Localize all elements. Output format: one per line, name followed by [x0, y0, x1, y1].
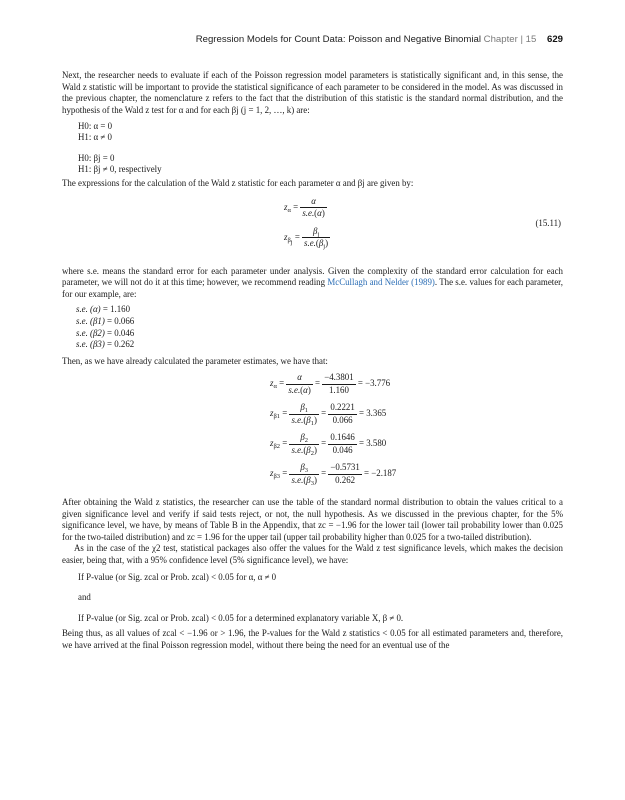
se-row-beta3	[76, 339, 563, 351]
wald-calculations	[62, 370, 563, 492]
se-label: s.e. (α)	[76, 304, 101, 315]
equation-15-11	[62, 194, 563, 260]
hypothesis-h1-alpha: H1: α ≠ 0	[78, 132, 112, 143]
hypothesis-h0-alpha: H0: α = 0	[78, 121, 113, 132]
paragraph-expressions: The expressions for the calculation of the Wald z statistic for each parameter α and βj are given by:	[62, 178, 414, 189]
header-chapter: Chapter | 15	[483, 34, 537, 45]
se-values-list	[76, 304, 563, 350]
se-label: s.e. (β3)	[76, 339, 105, 350]
se-row-beta2	[76, 328, 563, 340]
decision-and: and	[78, 592, 91, 603]
paragraph-wald-intro: Next, the researcher needs to evaluate if each of the Poisson regression model parameters is statistically significant and, in this sense, the Wald z statistic will be important to provide the statistical significance of each parameter to be considered in the model. As was discussed in the previous chapter, the nomenclature z refers to the fact that the distribution of this statistic is the standard normal distribution, and the hypothesis of the Wald z test for α and for each βj (j = 1, 2, …, k) are:	[62, 70, 563, 115]
calc-den: 1.160	[322, 384, 355, 397]
calc-sub: β1	[273, 413, 281, 421]
eq-z-beta: $z_{\beta_j}$ = $\frac{\beta_j}{s.e.(\beta_j)}$	[284, 225, 329, 251]
calc-num: −4.3801	[324, 372, 354, 383]
se-value: = 0.066	[107, 315, 135, 326]
se-value: = 0.262	[107, 339, 135, 350]
paragraph-conclusion: Being thus, as all values of zcal < −1.96 or > 1.96, the P-values for the Wald z statistics < 0.05 for all estimated parameters and, therefore, we have arrived at the final Poisson regression model, without there being the need for an eventual use of the	[62, 628, 563, 650]
calc-num: 0.1646	[330, 432, 355, 443]
hypothesis-beta	[78, 153, 563, 175]
calc-num: −0.5731	[330, 462, 360, 473]
paragraph-critical-values: After obtaining the Wald z statistics, the researcher can use the table of the standard normal distribution to obtain the values critical to a given significance level and verify if said tests reject, or not, the null hypothesis. As we discussed in the previous chapter, for the 5% significance level, we have, by means of Table B in the Appendix, that zc = −1.96 for the lower tail (lower tail probability lower than 0.025 for the two-tailed distribution) and zc = 1.96 for the upper tail (upper tail probability higher than 0.025 for a two-tailed distribution).	[62, 497, 563, 542]
calc-row-beta1: $z_{\beta 1}$ = $\frac{\beta_1}{s.e.(\beta_1)}$ = $\frac{0.2221}{0.066}$ = 3.365	[270, 402, 387, 427]
se-label: s.e. (β2)	[76, 327, 105, 338]
hypothesis-h1-beta: H1: βj ≠ 0, respectively	[78, 164, 162, 175]
eq-z-alpha: $z_\alpha$ = $\frac{\alpha}{s.e.(\alpha)}$	[284, 195, 325, 219]
header-title: Regression Models for Count Data: Poisson and Negative Binomial	[195, 34, 481, 45]
calc-sub: α	[273, 383, 277, 391]
calc-num: 0.2221	[330, 402, 355, 413]
calc-row-beta2: $z_{\beta 2}$ = $\frac{\beta_2}{s.e.(\beta_2)}$ = $\frac{0.1646}{0.046}$ = 3.580	[270, 432, 387, 457]
citation-link[interactable]: McCullagh and Nelder (1989)	[327, 277, 435, 288]
decision-rules	[78, 572, 563, 625]
paragraph-chi-square: As in the case of the χ2 test, statistical packages also offer the values for the Wald z test significance levels, which makes the decision easier, being that, with a 95% confidence level (5% significance level), we have:	[62, 543, 563, 566]
hypothesis-h0-beta: H0: βj = 0	[78, 153, 115, 164]
calc-sub: β2	[273, 443, 281, 451]
se-text-a: where s.e. means the standard error for each parameter under analysis. Given the complexity of the standard error calculation for each parameter, we will not do it at this time; however, we recommend reading	[62, 265, 563, 288]
se-row-alpha	[76, 304, 563, 316]
equation-number: (15.11)	[535, 217, 561, 228]
running-header	[196, 34, 563, 45]
calc-den: 0.262	[328, 474, 361, 487]
page-number: 629	[546, 34, 563, 45]
hypothesis-alpha	[78, 121, 563, 143]
paragraph-standard-error	[62, 266, 563, 301]
calc-den: 0.066	[328, 414, 356, 427]
calc-row-beta3: $z_{\beta 3}$ = $\frac{\beta_3}{s.e.(\beta_3)}$ = $\frac{-0.5731}{0.262}$ = −2.187	[270, 462, 397, 487]
calc-sub: β3	[273, 473, 281, 481]
se-label: s.e. (β1)	[76, 315, 105, 326]
se-value: = 0.046	[107, 327, 135, 338]
calc-result: = 3.365	[359, 408, 387, 419]
decision-rule-beta: If P-value (or Sig. zcal or Prob. zcal) < 0.05 for a determined explanatory variable X, β ≠ 0.	[78, 612, 404, 623]
calc-result: = −2.187	[364, 468, 397, 479]
decision-rule-alpha: If P-value (or Sig. zcal or Prob. zcal) < 0.05 for α, α ≠ 0	[78, 571, 277, 582]
paragraph-calculated: Then, as we have already calculated the parameter estimates, we have that:	[62, 355, 328, 366]
page-body	[62, 70, 563, 651]
se-text-b: . The s.e. values for each parameter, for our example, are:	[62, 277, 563, 299]
calc-result: = 3.580	[359, 438, 387, 449]
calc-result: = −3.776	[357, 378, 391, 389]
se-row-beta1	[76, 316, 563, 328]
calc-row-alpha: $z_\alpha$ = $\frac{\alpha}{s.e.(\alpha)}$ = $\frac{-4.3801}{1.160}$ = −3.776	[270, 372, 391, 395]
calc-den: 0.046	[328, 444, 356, 457]
se-value: = 1.160	[102, 304, 131, 315]
